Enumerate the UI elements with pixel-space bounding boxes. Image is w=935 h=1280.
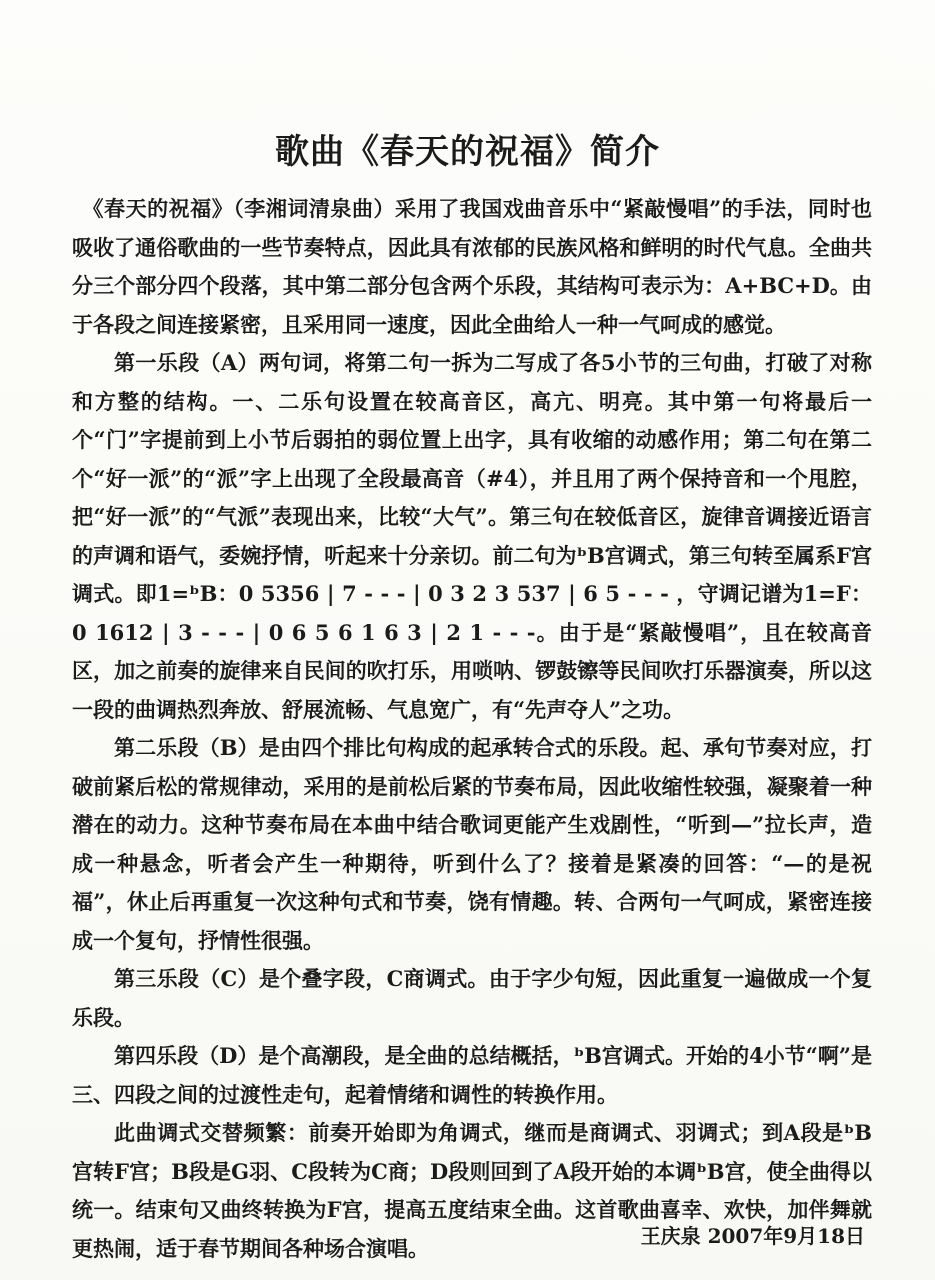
paragraph-intro: 《春天的祝福》（李湘词清泉曲）采用了我国戏曲音乐中“紧敲慢唱”的手法，同时也吸收了通俗歌曲的一些节奏特点，因此具有浓郁的民族风格和鲜明的时代气息。全曲共分三个部分四个段落，其中第二部分包含两个乐段，其结构可表示为：A+BC+D。由于各段之间连接紧密，且采用同一速度，因此全曲给人一种一气呵成的感觉。 xyxy=(72,196,872,337)
paragraph-modes: 此曲调式交替频繁：前奏开始即为角调式，继而是商调式、羽调式；到A段是ᵇB宫转F宫；B段是G羽、C段转为C商；D段则回到了A段开始的本调ᵇB宫，使全曲得以统一。结束句又曲终转换为F宫，提高五度结束全曲。这首歌曲喜幸、欢快，加伴舞就更热闹，适于春节期间各种场合演唱。 xyxy=(72,1120,872,1261)
author-signature: 王庆泉 2007年9月18日 xyxy=(640,1224,865,1248)
paragraph-section-a: 第一乐段（A）两句词，将第二句一拆为二写成了各5小节的三句曲，打破了对称和方整的结构。一、二乐句设置在较高音区，高亢、明亮。其中第一句将最后一个“门”字提前到上小节后弱拍的弱位置上出字，具有收缩的动感作用；第二句在第二个“好一派”的“派”字上出现了全段最高音（#4̇），并且用了两个保持音和一个甩腔，把“好一派”的“气派”表现出来，比较“大气”。第三句在较低音区，旋律音调接近语言的声调和语气，委婉抒情，听起来十分亲切。前二句为ᵇB宫调式，第三句转至属系F宫调式。即1=ᵇB：0 5356 | 7 - - - | 0 3 2 3 537 | 6 5 - - - ，守调记谱为1=F：0 1612 | 3 - - - | 0 6 5 6 1 6 3 | 2 1 - - -。由于是“紧敲慢唱”，且在较高音区，加之前奏的旋律来自民间的吹打乐，用唢呐、锣鼓镲等民间吹打乐器演奏，所以这一段的曲调热烈奔放、舒展流畅、气息宽广，有“先声夺人”之功。 xyxy=(72,350,872,722)
document-body xyxy=(72,190,872,1268)
paragraph-section-b: 第二乐段（B）是由四个排比句构成的起承转合式的乐段。起、承句节奏对应，打破前紧后松的常规律动，采用的是前松后紧的节奏布局，因此收缩性较强，凝聚着一种潜在的动力。这种节奏布局在本曲中结合歌词更能产生戏剧性，“听到—”拉长声，造成一种悬念，听者会产生一种期待，听到什么了？接着是紧凑的回答：“—的是祝福”，休止后再重复一次这种句式和节奏，饶有情趣。转、合两句一气呵成，紧密连接成一个复句，抒情性很强。 xyxy=(72,735,872,953)
paragraph-section-d: 第四乐段（D）是个高潮段，是全曲的总结概括，ᵇB宫调式。开始的4小节“啊”是三、四段之间的过渡性走句，起着情绪和调性的转换作用。 xyxy=(72,1043,872,1107)
document-title: 歌曲《春天的祝福》简介 xyxy=(275,132,660,172)
paragraph-section-c: 第三乐段（C）是个叠字段，C商调式。由于字少句短，因此重复一遍做成一个复乐段。 xyxy=(72,966,872,1030)
